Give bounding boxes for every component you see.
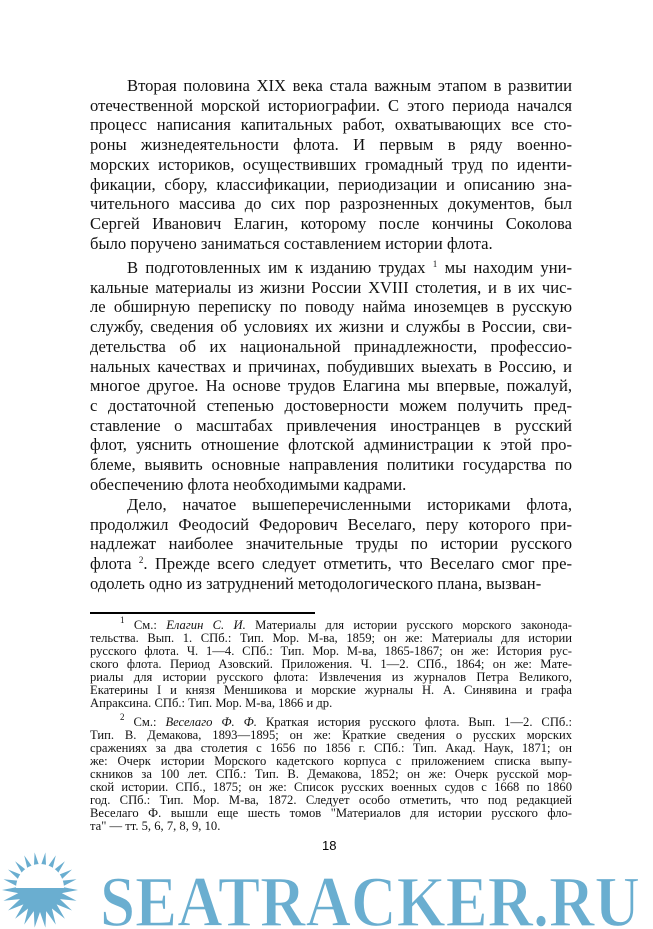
footnote-author: Елагин С. И. bbox=[166, 618, 246, 632]
text-line: обеспечению флота необходимыми кадрами. bbox=[90, 474, 407, 494]
text-line: Сергей Иванович Елагин, которому после кончины Соколова bbox=[90, 213, 572, 233]
text-line: ставление о масштабах привлечения иностранцев в русский bbox=[90, 415, 572, 435]
footnote-number: 2 bbox=[120, 712, 125, 722]
text-line: ле обширную переписку по поводу найма иноземцев в русскую bbox=[90, 297, 572, 317]
text-line: детельства об их национальной принадлежности, профессио- bbox=[90, 336, 572, 356]
text-line: флота $^2$. Прежде всего следует отметить, что Веселаго смог пре- bbox=[90, 554, 572, 574]
text-line: В подготовленных им к изданию трудах $^1$ мы находим уни- bbox=[127, 258, 572, 277]
text-line: процесс написания капитальных работ, охватывающих все сто- bbox=[90, 115, 572, 135]
paragraph-1 bbox=[90, 76, 572, 253]
footnote-line: сражениях за два столетия с 1656 по 1856 г. СПб.: Тип. Акад. Наук, 1871; он bbox=[90, 741, 572, 755]
sun-rays bbox=[2, 852, 78, 927]
text-line: отечественной морской историографии. С этого периода начался bbox=[90, 95, 572, 115]
footnote-line: $^2$ См.: Веселаго Ф. Ф. Краткая история русского флота. Вып. 1—2. СПб.: bbox=[120, 712, 572, 729]
text-line: было поручено заниматься составлением истории флота. bbox=[90, 233, 493, 253]
page-number: 18 bbox=[322, 838, 337, 853]
footnote-line: ского флота. Период Азовский. Приложения. Ч. 1—2. СПб., 1864; он же: Мате- bbox=[90, 657, 572, 671]
text-line: флот, уяснить отношение флотской администрации к этой про- bbox=[90, 435, 572, 455]
text-line: с достаточной степенью достоверности можем получить пред- bbox=[90, 395, 572, 415]
text-line: продолжил Феодосий Федорович Веселаго, перу которого при- bbox=[90, 514, 572, 534]
footnote-line: ской истории. СПб., 1875; он же: Список русских военных судов с 1668 по 1860 bbox=[90, 780, 572, 794]
footnote-divider bbox=[90, 612, 315, 614]
footnote-line: скников за 100 лет. СПб.: Тип. В. Демакова, 1852; он же: Очерк русской мор- bbox=[90, 767, 572, 781]
text-line: нальных качествах и причинах, побудивших выехать в Россию, и bbox=[90, 356, 572, 376]
text-line: кальные материалы из жизни России XVIII столетия, и в их чис- bbox=[90, 277, 572, 297]
footnote-2 bbox=[90, 712, 572, 833]
text-line: фикации, сбору, классификации, периодизации и описанию зна- bbox=[90, 174, 572, 194]
paragraph-3 bbox=[90, 495, 572, 594]
footnote-author: Веселаго Ф. Ф. bbox=[165, 715, 257, 729]
footnote-line: Тип. В. Демакова, 1893—1895; он же: Краткие сведения о русских морских bbox=[90, 728, 572, 742]
footnote-line: $^1$ См.: Елагин С. И. Материалы для истории русского морского законода- bbox=[120, 615, 572, 632]
footnote-line: тельства. Вып. 1. СПб.: Тип. Мор. М-ва, 1859; он же: Материалы для истории bbox=[90, 631, 572, 645]
text-line: Дело, начатое вышеперечисленными историками флота, bbox=[127, 495, 572, 514]
text-line: службу, сведения об условиях их жизни и службы в России, сви- bbox=[90, 317, 572, 337]
text-line: чительного массива до сих пор разрозненных документов, был bbox=[90, 194, 572, 214]
text-line: многое другое. На основе трудов Елагина мы впервые, пожалуй, bbox=[90, 376, 572, 396]
watermark-text: SEATRACKER.RU bbox=[100, 862, 640, 929]
sun-icon bbox=[2, 852, 78, 927]
text-line: Вторая половина XIX века стала важным этапом в развитии bbox=[127, 76, 572, 95]
text-line: одолеть одно из затруднений методологического плана, вызван- bbox=[90, 573, 542, 593]
footnote-line: Апраксина. СПб.: Тип. Мор. М-ва, 1866 и др. bbox=[90, 696, 333, 710]
footnote-line: Веселаго Ф. вышли еще шесть томов "Материалов для истории русского фло- bbox=[90, 806, 572, 820]
sun-horizon bbox=[16, 864, 64, 888]
text-line: надлежат наиболее значительные труды по истории русского bbox=[90, 534, 572, 554]
footnote-ref[interactable]: 2 bbox=[138, 555, 144, 566]
text-line: роны жизнедеятельности флота. И первым в ряду военно- bbox=[90, 135, 572, 155]
footnote-line: та" — тт. 5, 6, 7, 8, 9, 10. bbox=[90, 819, 221, 833]
footnote-line: год. СПб.: Тип. Мор. М-ва, 1872. Следует особо отметить, что под редакцией bbox=[90, 793, 572, 807]
footnote-ref[interactable]: 1 bbox=[432, 259, 438, 269]
footnote-line: же: Очерк истории Морского кадетского корпуса с приложением списка выпу- bbox=[90, 754, 572, 768]
footnote-line: риалы для истории русского флота: Извлечения из журналов Петра Великого, bbox=[90, 670, 572, 684]
footnote-1 bbox=[90, 615, 572, 710]
footnote-number: 1 bbox=[120, 615, 125, 625]
text-line: морских историков, осуществивших громадный труд по иденти- bbox=[90, 154, 572, 174]
watermark-logo bbox=[0, 850, 653, 929]
footnote-line: русского флота. Ч. 1—4. СПб.: Тип. Мор. М-ва, 1865-1867; он же: История рус- bbox=[90, 644, 572, 658]
paragraph-2 bbox=[90, 258, 572, 494]
text-line: блеме, выявить основные направления политики государства по bbox=[90, 455, 572, 475]
footnote-line: Екатерины I и князя Меншикова и морские журналы Н. А. Синявина и графа bbox=[90, 683, 572, 697]
